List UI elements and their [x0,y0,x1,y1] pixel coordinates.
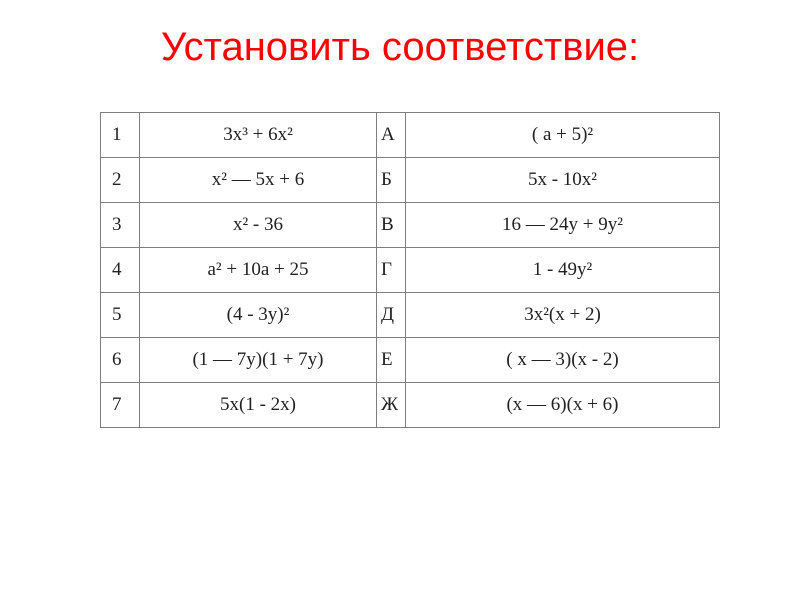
row-number: 6 [101,338,140,383]
right-expression: 1 - 49y² [406,248,720,293]
left-expression: (4 - 3y)² [140,293,377,338]
table-row [101,383,720,428]
row-letter: В [377,203,406,248]
row-letter: Г [377,248,406,293]
left-expression: 3x³ + 6x² [140,113,377,158]
left-expression: x² — 5x + 6 [140,158,377,203]
row-number: 5 [101,293,140,338]
table-row [101,113,720,158]
right-expression: ( a + 5)² [406,113,720,158]
row-number: 2 [101,158,140,203]
left-expression: 5x(1 - 2x) [140,383,377,428]
table-row [101,338,720,383]
row-letter: Б [377,158,406,203]
row-letter: Д [377,293,406,338]
row-number: 3 [101,203,140,248]
left-expression: x² - 36 [140,203,377,248]
row-number: 7 [101,383,140,428]
left-expression: a² + 10a + 25 [140,248,377,293]
row-letter: Ж [377,383,406,428]
table-row [101,248,720,293]
row-letter: Е [377,338,406,383]
right-expression: ( x — 3)(x - 2) [406,338,720,383]
slide-title: Установить соответствие: [160,25,640,69]
right-expression: (x — 6)(x + 6) [406,383,720,428]
table-row [101,158,720,203]
matching-table [100,112,720,428]
right-expression: 3x²(x + 2) [406,293,720,338]
row-number: 4 [101,248,140,293]
table-row [101,203,720,248]
row-letter: А [377,113,406,158]
row-number: 1 [101,113,140,158]
table-row [101,293,720,338]
right-expression: 16 — 24y + 9y² [406,203,720,248]
left-expression: (1 — 7y)(1 + 7y) [140,338,377,383]
right-expression: 5x - 10x² [406,158,720,203]
